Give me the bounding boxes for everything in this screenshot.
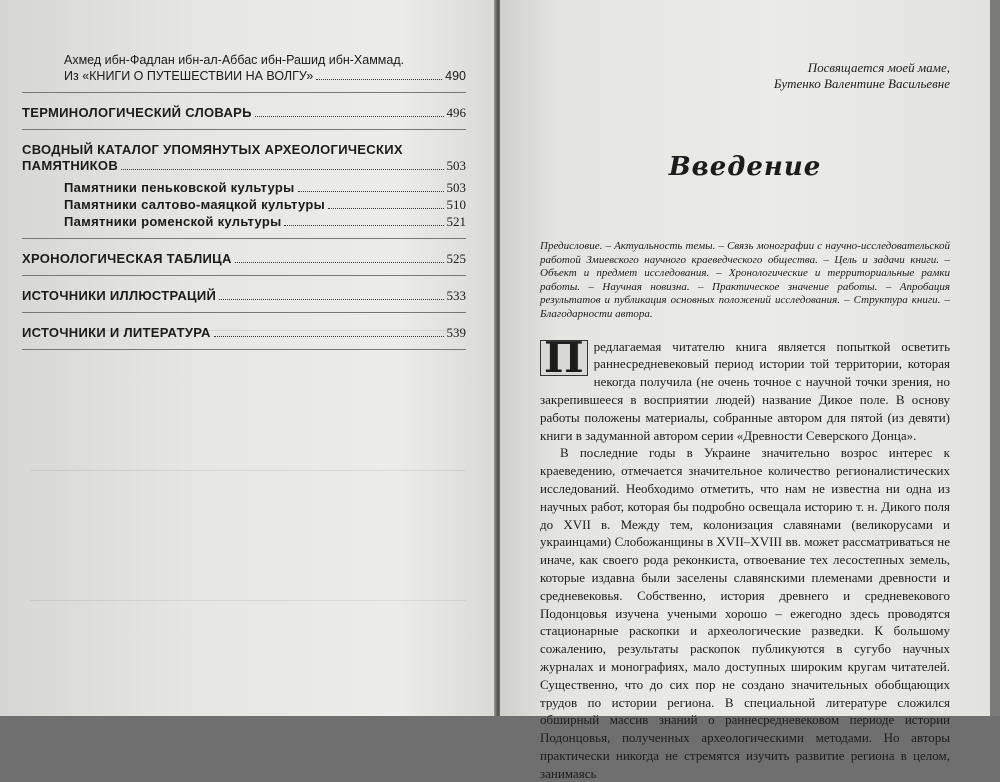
divider bbox=[22, 129, 466, 130]
toc-subentry bbox=[22, 214, 466, 230]
toc-entry-title: Из «КНИГИ О ПУТЕШЕСТВИИ НА ВОЛГУ» bbox=[64, 69, 314, 83]
toc-section-title: СВОДНЫЙ КАТАЛОГ УПОМЯНУТЫХ АРХЕОЛОГИЧЕСКИХ bbox=[22, 142, 403, 157]
toc-page-number: 521 bbox=[446, 214, 466, 229]
leader-dots bbox=[328, 208, 444, 209]
leader-dots bbox=[235, 262, 444, 263]
toc-section-title: ИСТОЧНИКИ И ЛИТЕРАТУРА bbox=[22, 325, 211, 340]
leader-dots bbox=[214, 336, 444, 337]
toc-subentry-label: Памятники пеньковской культуры bbox=[64, 180, 295, 195]
dedication bbox=[540, 60, 950, 92]
divider bbox=[22, 312, 466, 313]
chapter-summary: Предисловие. – Актуальность темы. – Связь монографии с научно-исследовательской работой Змиевского научного краеведческого общества. – Цель и задачи книги. – Объект и предмет исследования. – Хронологические и территориальные рамки работы. – Научная новизна. – Практическое значение работы. – Апробация результатов и публикация основных положений исследования. – Структура книги. – Благодарности автора. bbox=[540, 240, 950, 320]
paragraph-text: редлагаемая читателю книга является попыткой осветить раннесредневековый период истории той территории, которая некогда получила (не очень точное с научной точки зрения, но закрепившееся в восприятии людей) название Дикое поле. В основу работы положены материалы, собранные автором для пятой (из девяти) книги в задуманной автором серии «Древности Северского Донца». bbox=[540, 338, 950, 443]
toc-subentry bbox=[22, 180, 466, 196]
bleed-through-line bbox=[30, 330, 466, 331]
bleed-through-line bbox=[30, 600, 466, 601]
toc-page-number: 533 bbox=[446, 288, 466, 303]
toc-page-number: 496 bbox=[446, 105, 466, 120]
toc-subentry bbox=[22, 197, 466, 213]
bleed-through-line bbox=[30, 470, 466, 471]
chapter-body bbox=[540, 332, 950, 782]
leader-dots bbox=[219, 299, 443, 300]
left-page-contents bbox=[0, 0, 496, 716]
toc-subentry-label: Памятники роменской культуры bbox=[64, 214, 282, 229]
toc-section-glossary bbox=[22, 105, 466, 121]
leader-dots bbox=[255, 116, 444, 117]
toc-section-chronology bbox=[22, 251, 466, 267]
toc-page-number: 525 bbox=[446, 251, 466, 266]
toc-section-sources bbox=[22, 325, 466, 341]
toc-page-number: 503 bbox=[446, 158, 466, 173]
page-edge bbox=[990, 0, 1000, 716]
paragraph: В последние годы в Украине значительно возрос интерес к краеведению, отмечается значительное количество регионалистических исследований. Необходимо отметить, что нам не известна ни одна из научных работ, которая бы подробно освещала историю т. н. Дикого поля до XVII в. Между тем, колонизация славянами (великорусами и украинцами) Слобожанщины в XVII–XVIII вв. может рассматриваться не иначе, как своего рода реконкиста, отвоевание тех лесостепных земель, которые издавна были заселены славянскими племенами древности и средневековья. Собственно, история древнего и средневекового Подонцовья изучена учеными хорошо – ежегодно здесь проводятся стационарные раскопки и археологические разведки. К большому сожалению, результаты раскопок публикуются в сугубо научных журналах и монографиях, мало доступных широким кругам читателей. Существенно, что до сих пор не создано значительных обобщающих трудов по истории региона. В специальной литературе сложился обширный массив знаний о раннесредневековом периоде истории Подонцовья, полученных археологическими методами. Но авторы практически никогда не стремятся изучить развитие региона в целом, занимаясь bbox=[540, 445, 950, 781]
toc-entry-ibn-fadlan bbox=[22, 52, 466, 84]
leader-dots bbox=[121, 169, 443, 170]
leader-dots bbox=[298, 191, 444, 192]
leader-dots bbox=[316, 79, 442, 80]
divider bbox=[22, 349, 466, 350]
toc-page-number: 510 bbox=[446, 197, 466, 212]
toc-page-number: 490 bbox=[445, 69, 466, 83]
chapter-title: Введение bbox=[668, 152, 822, 182]
divider bbox=[22, 92, 466, 93]
leader-dots bbox=[284, 225, 443, 226]
divider bbox=[22, 238, 466, 239]
toc-page-number: 539 bbox=[446, 325, 466, 340]
toc-page-number: 503 bbox=[446, 180, 466, 195]
toc-section-title: ИСТОЧНИКИ ИЛЛЮСТРАЦИЙ bbox=[22, 288, 217, 303]
right-page-introduction bbox=[500, 0, 990, 781]
toc-section-illustrations bbox=[22, 288, 466, 304]
divider bbox=[22, 275, 466, 276]
dedication-line: Посвящается моей маме, bbox=[807, 60, 950, 75]
toc-section-title: ХРОНОЛОГИЧЕСКАЯ ТАБЛИЦА bbox=[22, 251, 232, 266]
toc-subentry-label: Памятники салтово-маяцкой культуры bbox=[64, 197, 325, 212]
toc-entry-author: Ахмед ибн-Фадлан ибн-ал-Аббас ибн-Рашид ибн-Хаммад. bbox=[64, 53, 405, 67]
toc-section-catalog bbox=[22, 142, 466, 230]
toc-section-title-cont: ПАМЯТНИКОВ bbox=[22, 158, 119, 173]
dedication-line: Бутенко Валентине Васильевне bbox=[773, 76, 950, 91]
toc-section-title: ТЕРМИНОЛОГИЧЕСКИЙ СЛОВАРЬ bbox=[22, 105, 252, 120]
paragraph bbox=[540, 332, 950, 445]
drop-cap: П bbox=[540, 340, 588, 376]
